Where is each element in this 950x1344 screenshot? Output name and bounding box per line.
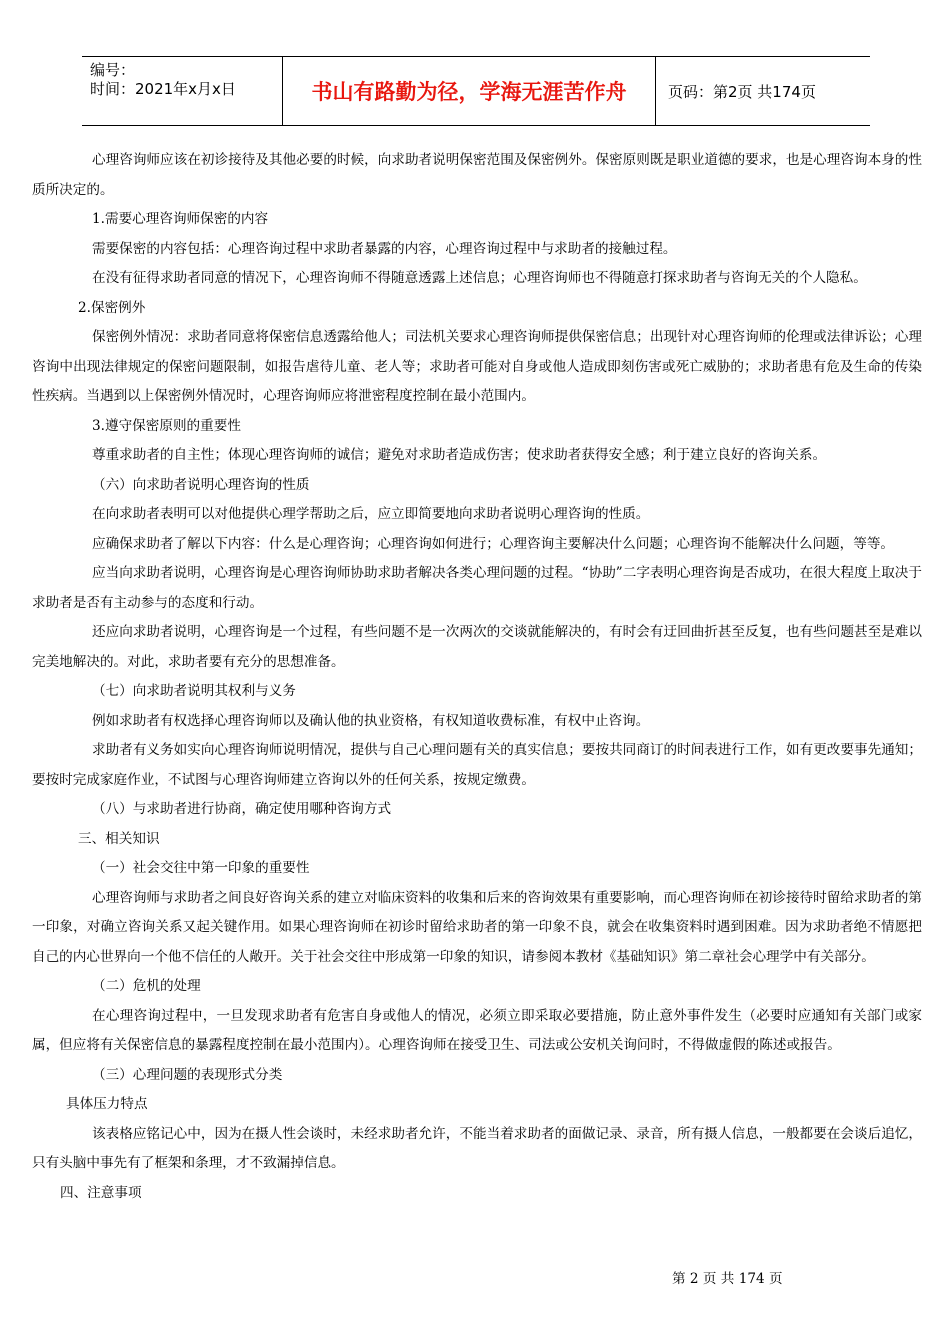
page-footer: 第 2 页 共 174 页 xyxy=(672,1271,783,1287)
section-heading: 在没有征得求助者同意的情况下，心理咨询师不得随意透露上述信息；心理咨询师也不得随意打探求助者与咨询无关的个人隐私。 xyxy=(92,270,867,286)
document-body xyxy=(32,146,922,1208)
section-heading: （六）向求助者说明心理咨询的性质 xyxy=(92,476,310,493)
body-paragraph: 还应向求助者说明，心理咨询是一个过程，有些问题不是一次两次的交谈就能解决的，有时会有迂回曲折甚至反复，也有些问题甚至是难以完美地解决的。对此，求助者要有充分的思想准备。 xyxy=(32,624,922,670)
body-paragraph: 在心理咨询过程中，一旦发现求助者有危害自身或他人的情况，必须立即采取必要措施，防止意外事件发生（必要时应通知有关部门或家属，但应将有关保密信息的暴露程度控制在最小范围内）。心理咨询师在接受卫生、司法或公安机关询问时，不得做虚假的陈述或报告。 xyxy=(32,1007,922,1053)
section-heading: 1.需要心理咨询师保密的内容 xyxy=(92,211,269,227)
section-heading: 2.保密例外 xyxy=(78,299,146,316)
document-header xyxy=(82,56,870,126)
header-meta xyxy=(82,57,282,125)
body-paragraph: 应确保求助者了解以下内容：什么是心理咨询；心理咨询如何进行；心理咨询主要解决什么问题；心理咨询不能解决什么问题，等等。 xyxy=(92,535,895,552)
document-number-label: 编号： xyxy=(90,61,136,79)
body-paragraph: 保密例外情况：求助者同意将保密信息透露给他人；司法机关要求心理咨询师提供保密信息；出现针对心理咨询师的伦理或法律诉讼；心理咨询中出现法律规定的保密问题限制，如报告虐待儿童、老人等；求助者可能对自身或他人造成即刻伤害或死亡威胁的；求助者患有危及生命的传染性疾病。当遇到以上保密例外情况时，心理咨询师应将泄密程度控制在最小范围内。 xyxy=(32,329,922,404)
section-heading: 需要保密的内容包括：心理咨询过程中求助者暴露的内容，心理咨询过程中与求助者的接触过程。 xyxy=(92,240,677,257)
body-paragraph: 心理咨询师应该在初诊接待及其他必要的时候，向求助者说明保密范围及保密例外。保密原则既是职业道德的要求，也是心理咨询本身的性质所决定的。 xyxy=(32,152,922,198)
section-heading: （三）心理问题的表现形式分类 xyxy=(92,1066,283,1083)
body-paragraph: 求助者有义务如实向心理咨询师说明情况，提供与自己心理问题有关的真实信息；要按共同商订的时间表进行工作，如有更改要事先通知；要按时完成家庭作业，不试图与心理咨询师建立咨询以外的任何关系，按规定缴费。 xyxy=(32,742,922,788)
section-heading: 在向求助者表明可以对他提供心理学帮助之后，应立即简要地向求助者说明心理咨询的性质。 xyxy=(92,506,650,522)
section-heading: （一）社会交往中第一印象的重要性 xyxy=(92,860,310,876)
body-paragraph: 心理咨询师与求助者之间良好咨询关系的建立对临床资料的收集和后来的咨询效果有重要影响，而心理咨询师在初诊接待时留给求助者的第一印象，对确立咨询关系又起关键作用。如果心理咨询师在初诊时留给求助者的第一印象不良，就会在收集资料时遇到困难。因为求助者绝不情愿把自己的内心世界向一个他不信任的人敞开。关于社会交往中形成第一印象的知识，请参阅本教材《基础知识》第二章社会心理学中有关部分。 xyxy=(32,889,922,965)
header-motto: 书山有路勤为径，学海无涯苦作舟 xyxy=(282,57,656,125)
section-heading: 例如求助者有权选择心理咨询师以及确认他的执业资格，有权知道收费标准，有权中止咨询。 xyxy=(92,712,650,729)
header-page-info: 页码：第2页 共174页 xyxy=(668,82,816,101)
section-heading: 四、注意事项 xyxy=(60,1184,142,1201)
section-heading: （二）危机的处理 xyxy=(92,978,201,994)
section-heading: 3.遵守保密原则的重要性 xyxy=(92,417,241,434)
body-paragraph: 该表格应铭记心中，因为在摄人性会谈时，未经求助者允许，不能当着求助者的面做记录、录音，所有摄人信息，一般都要在会谈后追忆，只有头脑中事先有了框架和条理，才不致漏掉信息。 xyxy=(32,1125,922,1171)
section-heading: （七）向求助者说明其权利与义务 xyxy=(92,683,296,699)
section-heading: 尊重求助者的自主性；体现心理咨询师的诚信；避免对求助者造成伤害；使求助者获得安全感；利于建立良好的咨询关系。 xyxy=(92,447,827,463)
document-time-label: 时间：2021年x月x日 xyxy=(90,80,236,98)
body-paragraph: 应当向求助者说明，心理咨询是心理咨询师协助求助者解决各类心理问题的过程。“协助”二字表明心理咨询是否成功，在很大程度上取决于求助者是否有主动参与的态度和行动。 xyxy=(32,565,922,611)
section-heading: （八）与求助者进行协商，确定使用哪种咨询方式 xyxy=(92,801,392,817)
section-heading: 三、相关知识 xyxy=(78,830,160,847)
section-heading: 具体压力特点 xyxy=(66,1096,148,1112)
